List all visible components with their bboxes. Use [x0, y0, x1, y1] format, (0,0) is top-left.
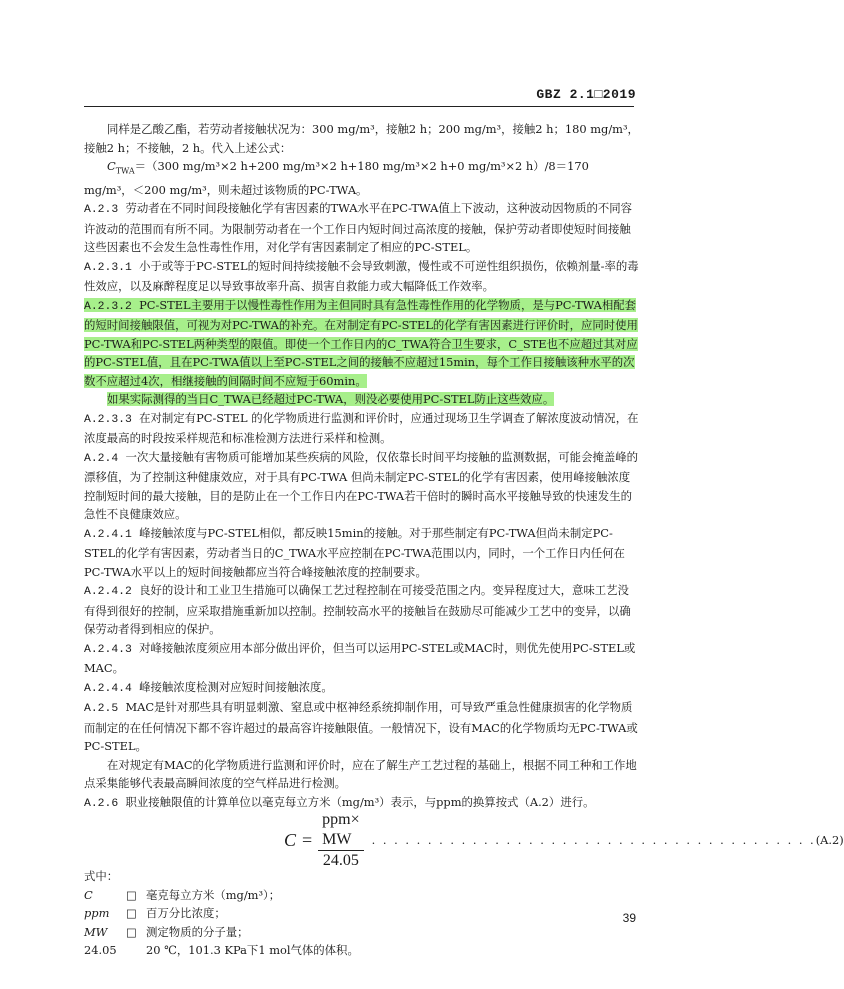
section-text: 对峰接触浓度须应用本部分做出评价，但当可以运用PC-STEL或MAC时，则优先使用PC-STEL或MAC。	[84, 640, 636, 676]
section-a25-note: 在对规定有MAC的化学物质进行监测和评价时，应在了解生产工艺过程的基础上，根据不同工种和工作地点采集能够代表最高瞬间浓度的空气样品进行检测。	[84, 757, 637, 791]
page-number: 39	[622, 911, 636, 925]
variable-symbol: 24.05	[84, 943, 117, 958]
highlighted-text	[84, 298, 638, 388]
document-body	[84, 120, 844, 960]
where-item	[84, 904, 639, 923]
section-a244	[84, 678, 639, 699]
variable-box: □	[126, 887, 137, 902]
variable-description: 20 ℃，101.3 KPa下1 mol气体的体积。	[146, 943, 359, 958]
section-text: 职业接触限值的计算单位以毫克每立方米（mg/m³）表示，与ppm的换算按式（A.2）进行。	[125, 794, 595, 809]
section-a242	[84, 581, 639, 639]
variable-symbol: MW	[84, 924, 108, 939]
section-text: 在对制定有PC-STEL 的化学物质进行监测和评价时，应通过现场卫生学调查了解浓度波动情况，在浓度最高的时段按采样规范和标准检测方法进行采样和检测。	[84, 410, 639, 446]
section-a231	[84, 257, 639, 296]
section-text: 峰接触浓度与PC-STEL相似，都反映15min的接触。对于那些制定有PC-TWA但尚未制定PC-STEL的化学有害因素，劳动者当日的C_TWA水平应控制在PC-TWA范围以内，同时，一个工作日内任何在PC-TWA水平以上的短时间接触都应当符合峰接触浓度的控制要求。	[84, 525, 625, 579]
variable-description: 百万分比浓度；	[146, 906, 226, 921]
document-header-id: GBZ 2.1□2019	[536, 87, 636, 102]
ctwa-subscript: TWA	[115, 166, 135, 176]
section-number: A.2.3.3	[84, 413, 132, 426]
section-text: 一次大量接触有害物质可能增加某些疾病的风险，仅依靠长时间平均接触的监测数据，可能会掩盖峰的漂移值，为了控制这种健康效应，对于具有PC-TWA 但尚未制定PC-STEL的化学有害因素，使用峰接触浓度控制短时间的最大接触，目的是防止在一个工作日内在PC-TWA若干倍时的瞬时高水平接触导致的快速发生的急性不良健康效应。	[84, 449, 639, 522]
formula-fraction	[318, 810, 363, 871]
section-number: A.2.4.4	[84, 682, 132, 695]
section-number: A.2.3	[84, 204, 119, 217]
section-text: 峰接触浓度检测对应短时间接触浓度。	[139, 679, 333, 694]
formula-a2	[84, 810, 844, 869]
section-a24	[84, 448, 639, 524]
formula-expression	[284, 810, 364, 871]
section-number: A.2.4.3	[84, 643, 132, 656]
where-item	[84, 886, 639, 905]
section-a232	[84, 296, 639, 391]
section-number: A.2.4.1	[84, 528, 132, 541]
section-number: A.2.4.2	[84, 586, 132, 599]
where-item	[84, 923, 639, 942]
section-a233	[84, 409, 639, 448]
section-number: A.2.4	[84, 452, 119, 465]
formula-lhs: C	[284, 830, 297, 851]
section-a25	[84, 698, 639, 756]
ctwa-symbol: C	[107, 159, 116, 173]
where-intro: 式中：	[84, 869, 119, 884]
section-number: A.2.3.2	[84, 300, 132, 313]
highlighted-text: 如果实际测得的当日C_TWA已经超过PC-TWA，则没必要使用PC-STEL防止这些效应。	[107, 392, 555, 407]
formula-number: (A.2)	[815, 833, 844, 848]
example-calc-text: ＝（300 mg/m³×2 h+200 mg/m³×2 h+180 mg/m³×2 h+0 mg/m³×2 h）/8＝170 mg/m³，＜200 mg/m³，则未超过该物质的PC-TWA。	[84, 159, 589, 197]
variable-box: □	[126, 924, 137, 939]
section-text: 劳动者在不同时间段接触化学有害因素的TWA水平在PC-TWA值上下波动，这种波动因物质的不同容许波动的范围而有所不同。为限制劳动者在一个工作日内短时间过高浓度的接触，保护劳动者即使短时间接触这些因素也不会发生急性毒性作用，对化学有害因素制定了相应的PC-STEL。	[84, 201, 633, 255]
section-number: A.2.5	[84, 703, 119, 716]
section-number: A.2.3.1	[84, 261, 132, 274]
variable-symbol: ppm	[84, 906, 110, 921]
section-text: PC-STEL主要用于以慢性毒性作用为主但同时具有急性毒性作用的化学物质，是与PC-TWA相配套的短时间接触限值，可视为对PC-TWA的补充。在对制定有PC-STEL的化学有害因素进行评价时，应同时使用PC-TWA和PC-STEL两种类型的限值。即使一个工作日内的C_TWA符合卫生要求，C_STE也不应超过其对应的PC-STEL值，且在PC-TWA值以上至PC-STEL之间的接触不应超过15min，每个工作日接触该种水平的次数不应超过4次，相继接触的间隔时间不应短于60min。	[84, 297, 638, 388]
formula-equals: =	[302, 830, 313, 851]
header-rule	[84, 106, 634, 107]
section-text: 良好的设计和工业卫生措施可以确保工艺过程控制在可接受范围之内。变异程度过大，意味工艺没有得到很好的控制，应采取措施重新加以控制。控制较高水平的接触旨在鼓励尽可能减少工艺中的变异，以确保劳动者得到相应的保护。	[84, 583, 631, 637]
formula-leader-dots: . . . . . . . . . . . . . . . . . . . . . . . . . . . . . . . . . . . . . . . .	[371, 833, 816, 848]
variable-box: □	[126, 906, 137, 921]
section-a243	[84, 639, 639, 678]
variable-symbol: C	[84, 887, 93, 902]
section-text: 小于或等于PC-STEL的短时间持续接触不会导致刺激，慢性或不可逆性组织损伤，依赖剂量-率的毒性效应，以及麻醉程度足以导致事故率升高、损害自救能力或大幅降低工作效率。	[84, 258, 639, 294]
section-a241	[84, 524, 639, 582]
section-text: MAC是针对那些具有明显刺激、窒息或中枢神经系统抑制作用，可导致严重急性健康损害的化学物质而制定的在任何情况下都不容许超过的最高容许接触限值。一般情况下，设有MAC的化学物质均无PC-TWA或PC-STEL。	[84, 700, 638, 754]
section-a23	[84, 199, 639, 257]
variable-description: 测定物质的分子量；	[146, 924, 249, 939]
section-number: A.2.6	[84, 797, 119, 810]
formula-numerator: ppm× MW	[318, 810, 363, 851]
example-intro: 同样是乙酸乙酯，若劳动者接触状况为：300 mg/m³，接触2 h；200 mg/m³，接触2 h；180 mg/m³，接触2 h；不接触，2 h。代入上述公式：	[84, 122, 639, 155]
where-item	[84, 941, 639, 960]
variable-description: 毫克每立方米（mg/m³）；	[146, 887, 281, 902]
section-a232-note	[84, 390, 639, 409]
formula-denominator: 24.05	[322, 851, 359, 869]
example-calc	[84, 157, 639, 199]
